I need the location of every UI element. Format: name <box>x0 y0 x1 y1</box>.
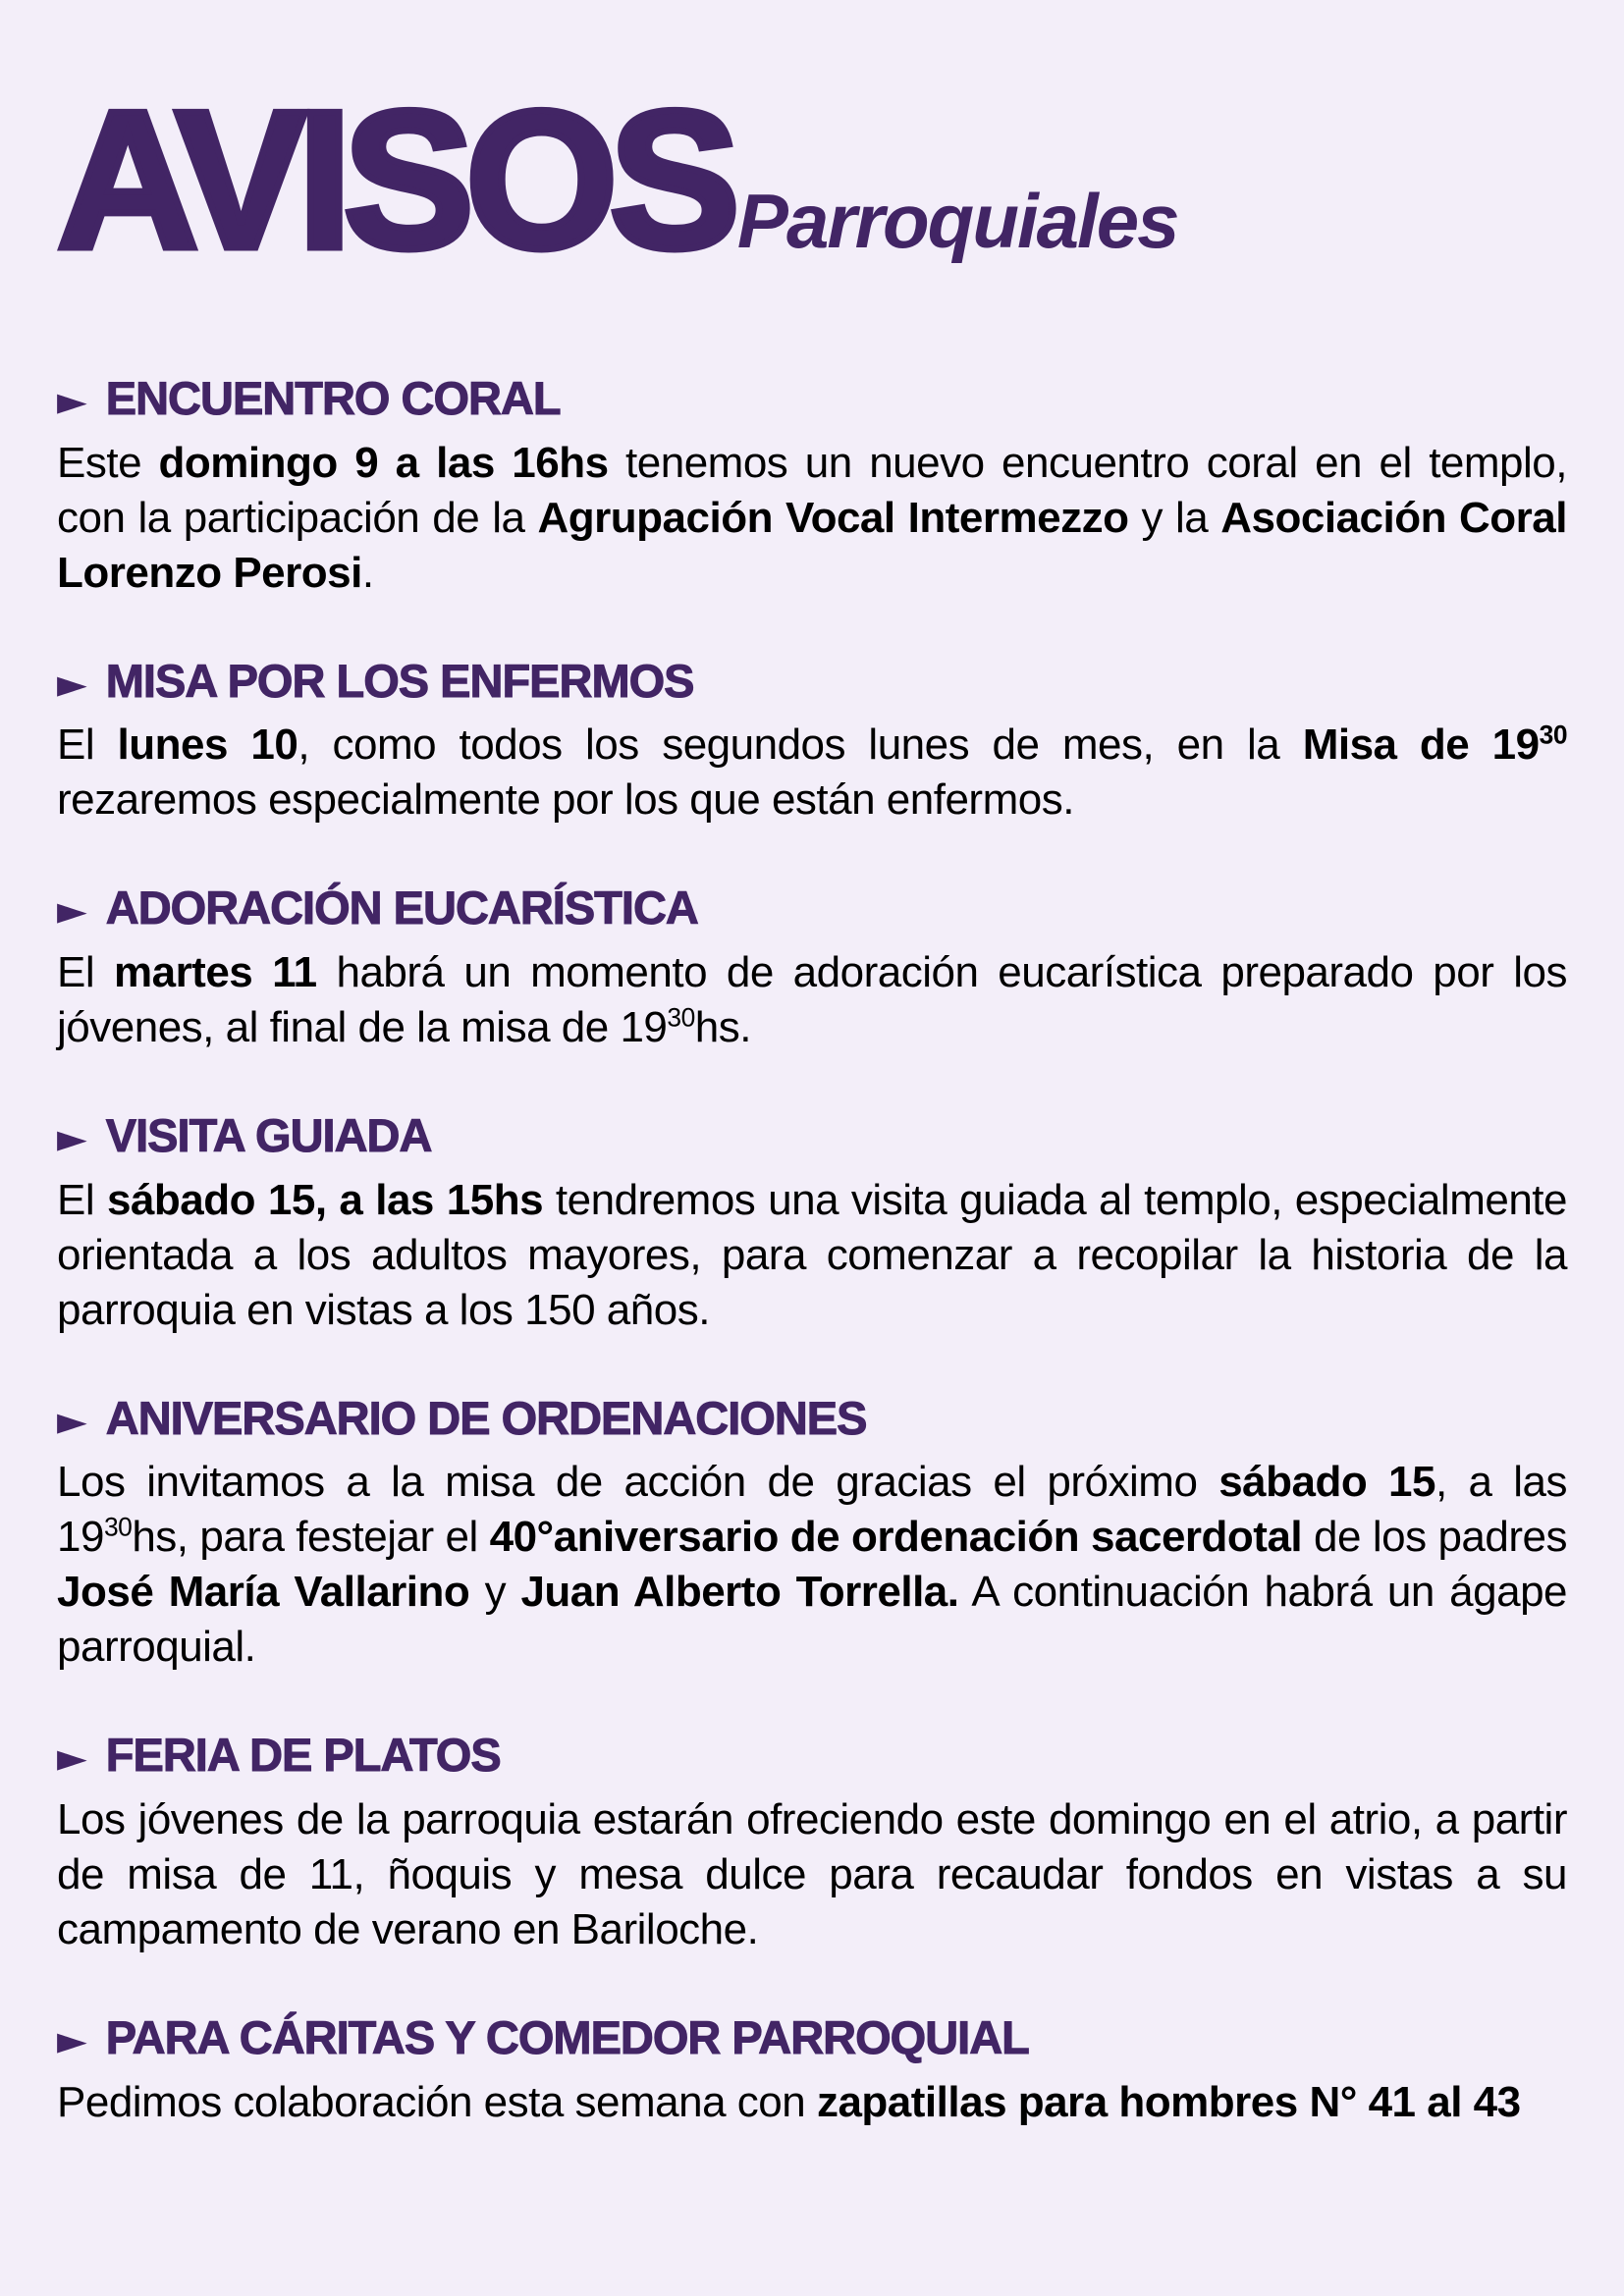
text-run: y la <box>1128 493 1221 542</box>
page-subtitle: Parroquiales <box>736 178 1178 264</box>
section-heading-text: FERIA DE PLATOS <box>105 1729 501 1782</box>
text-run: Los jóvenes de la parroquia estarán ofreciendo este domingo en el atrio, a partir de misa de 11, ñoquis y mesa dulce para recaudar fondos en vistas a su campamento de verano en Bariloche. <box>57 1795 1567 1954</box>
announcement-section <box>57 1730 1567 1957</box>
section-heading <box>57 882 1567 934</box>
text-run: El <box>57 721 118 770</box>
text-run: de los padres <box>1302 1513 1567 1562</box>
text-run: . <box>361 548 374 597</box>
text-run: habrá un momento de adoración eucarística preparado por los jóvenes, al final de la misa de 19 <box>57 948 1567 1052</box>
triangle-bullet-icon: ► <box>57 379 86 424</box>
section-body <box>57 436 1567 601</box>
announcement-section <box>57 882 1567 1055</box>
section-heading <box>57 656 1567 707</box>
text-run: hs. <box>694 1003 751 1052</box>
text-run: , a las 19 <box>57 1458 1567 1562</box>
section-heading <box>57 1730 1567 1781</box>
announcement-section <box>57 656 1567 828</box>
text-run: sábado 15, a las 15hs <box>106 1175 544 1224</box>
section-body <box>57 2075 1567 2130</box>
text-run: y <box>469 1568 521 1617</box>
section-body <box>57 1455 1567 1675</box>
text-run: 30 <box>667 1002 695 1033</box>
section-body <box>57 1173 1567 1338</box>
text-run: Misa de 19 <box>1302 721 1540 770</box>
text-run: Juan Alberto Torrella. <box>520 1568 959 1617</box>
text-run: tendremos una visita guiada al templo, especialmente orientada a los adultos mayores, para comenzar a recopilar la historia de la parroquia en vistas a los 150 años. <box>57 1175 1567 1334</box>
page-title: AVISOS <box>57 71 731 290</box>
section-heading <box>57 373 1567 424</box>
announcement-section <box>57 373 1567 601</box>
text-run: , como todos los segundos lunes de mes, en la <box>298 721 1303 770</box>
section-heading <box>57 2012 1567 2063</box>
text-run: domingo 9 a las 16hs <box>158 438 609 487</box>
section-body <box>57 1792 1567 1957</box>
section-heading-text: ANIVERSARIO DE ORDENACIONES <box>105 1391 867 1444</box>
text-run: 30 <box>1539 720 1567 750</box>
section-body <box>57 718 1567 828</box>
announcement-section <box>57 1393 1567 1676</box>
triangle-bullet-icon: ► <box>57 661 86 707</box>
text-run: Este <box>57 438 159 487</box>
triangle-bullet-icon: ► <box>57 1735 86 1782</box>
text-run: Asociación Coral Lorenzo Perosi <box>57 493 1567 597</box>
section-heading-text: ENCUENTRO CORAL <box>105 372 561 424</box>
section-heading <box>57 1393 1567 1444</box>
text-run: zapatillas para hombres N° 41 al 43 <box>816 2077 1521 2126</box>
triangle-bullet-icon: ► <box>57 888 86 934</box>
text-run: lunes 10 <box>117 721 298 770</box>
text-run: El <box>57 1175 107 1224</box>
triangle-bullet-icon: ► <box>57 2018 86 2064</box>
section-heading-text: ADORACIÓN EUCARÍSTICA <box>105 881 698 934</box>
text-run: martes 11 <box>113 948 317 997</box>
text-run: El <box>57 948 114 997</box>
section-heading-text: VISITA GUIADA <box>105 1109 432 1162</box>
text-run: Pedimos colaboración esta semana con <box>57 2077 817 2126</box>
text-run: sábado 15 <box>1218 1458 1435 1507</box>
announcement-section <box>57 1110 1567 1338</box>
text-run: 30 <box>103 1512 133 1542</box>
text-run: José María Vallarino <box>57 1568 470 1617</box>
section-heading <box>57 1110 1567 1161</box>
section-heading-text: PARA CÁRITAS Y COMEDOR PARROQUIAL <box>105 2011 1029 2064</box>
text-run: tenemos un nuevo encuentro coral en el templo, con la participación de la <box>57 438 1567 542</box>
sections <box>57 373 1567 2130</box>
text-run: A continuación habrá un ágape parroquial. <box>57 1568 1568 1672</box>
triangle-bullet-icon: ► <box>57 1398 86 1444</box>
text-run: hs, para festejar el <box>132 1513 490 1562</box>
announcement-section <box>57 2012 1567 2130</box>
section-body <box>57 945 1567 1055</box>
triangle-bullet-icon: ► <box>57 1116 86 1162</box>
text-run: rezaremos especialmente por los que están enfermos. <box>57 775 1074 825</box>
masthead <box>57 71 1567 290</box>
text-run: Agrupación Vocal Intermezzo <box>537 493 1129 542</box>
text-run: Los invitamos a la misa de acción de gracias el próximo <box>57 1458 1219 1507</box>
section-heading-text: MISA POR LOS ENFERMOS <box>105 654 694 707</box>
text-run: 40°aniversario de ordenación sacerdotal <box>489 1513 1303 1562</box>
